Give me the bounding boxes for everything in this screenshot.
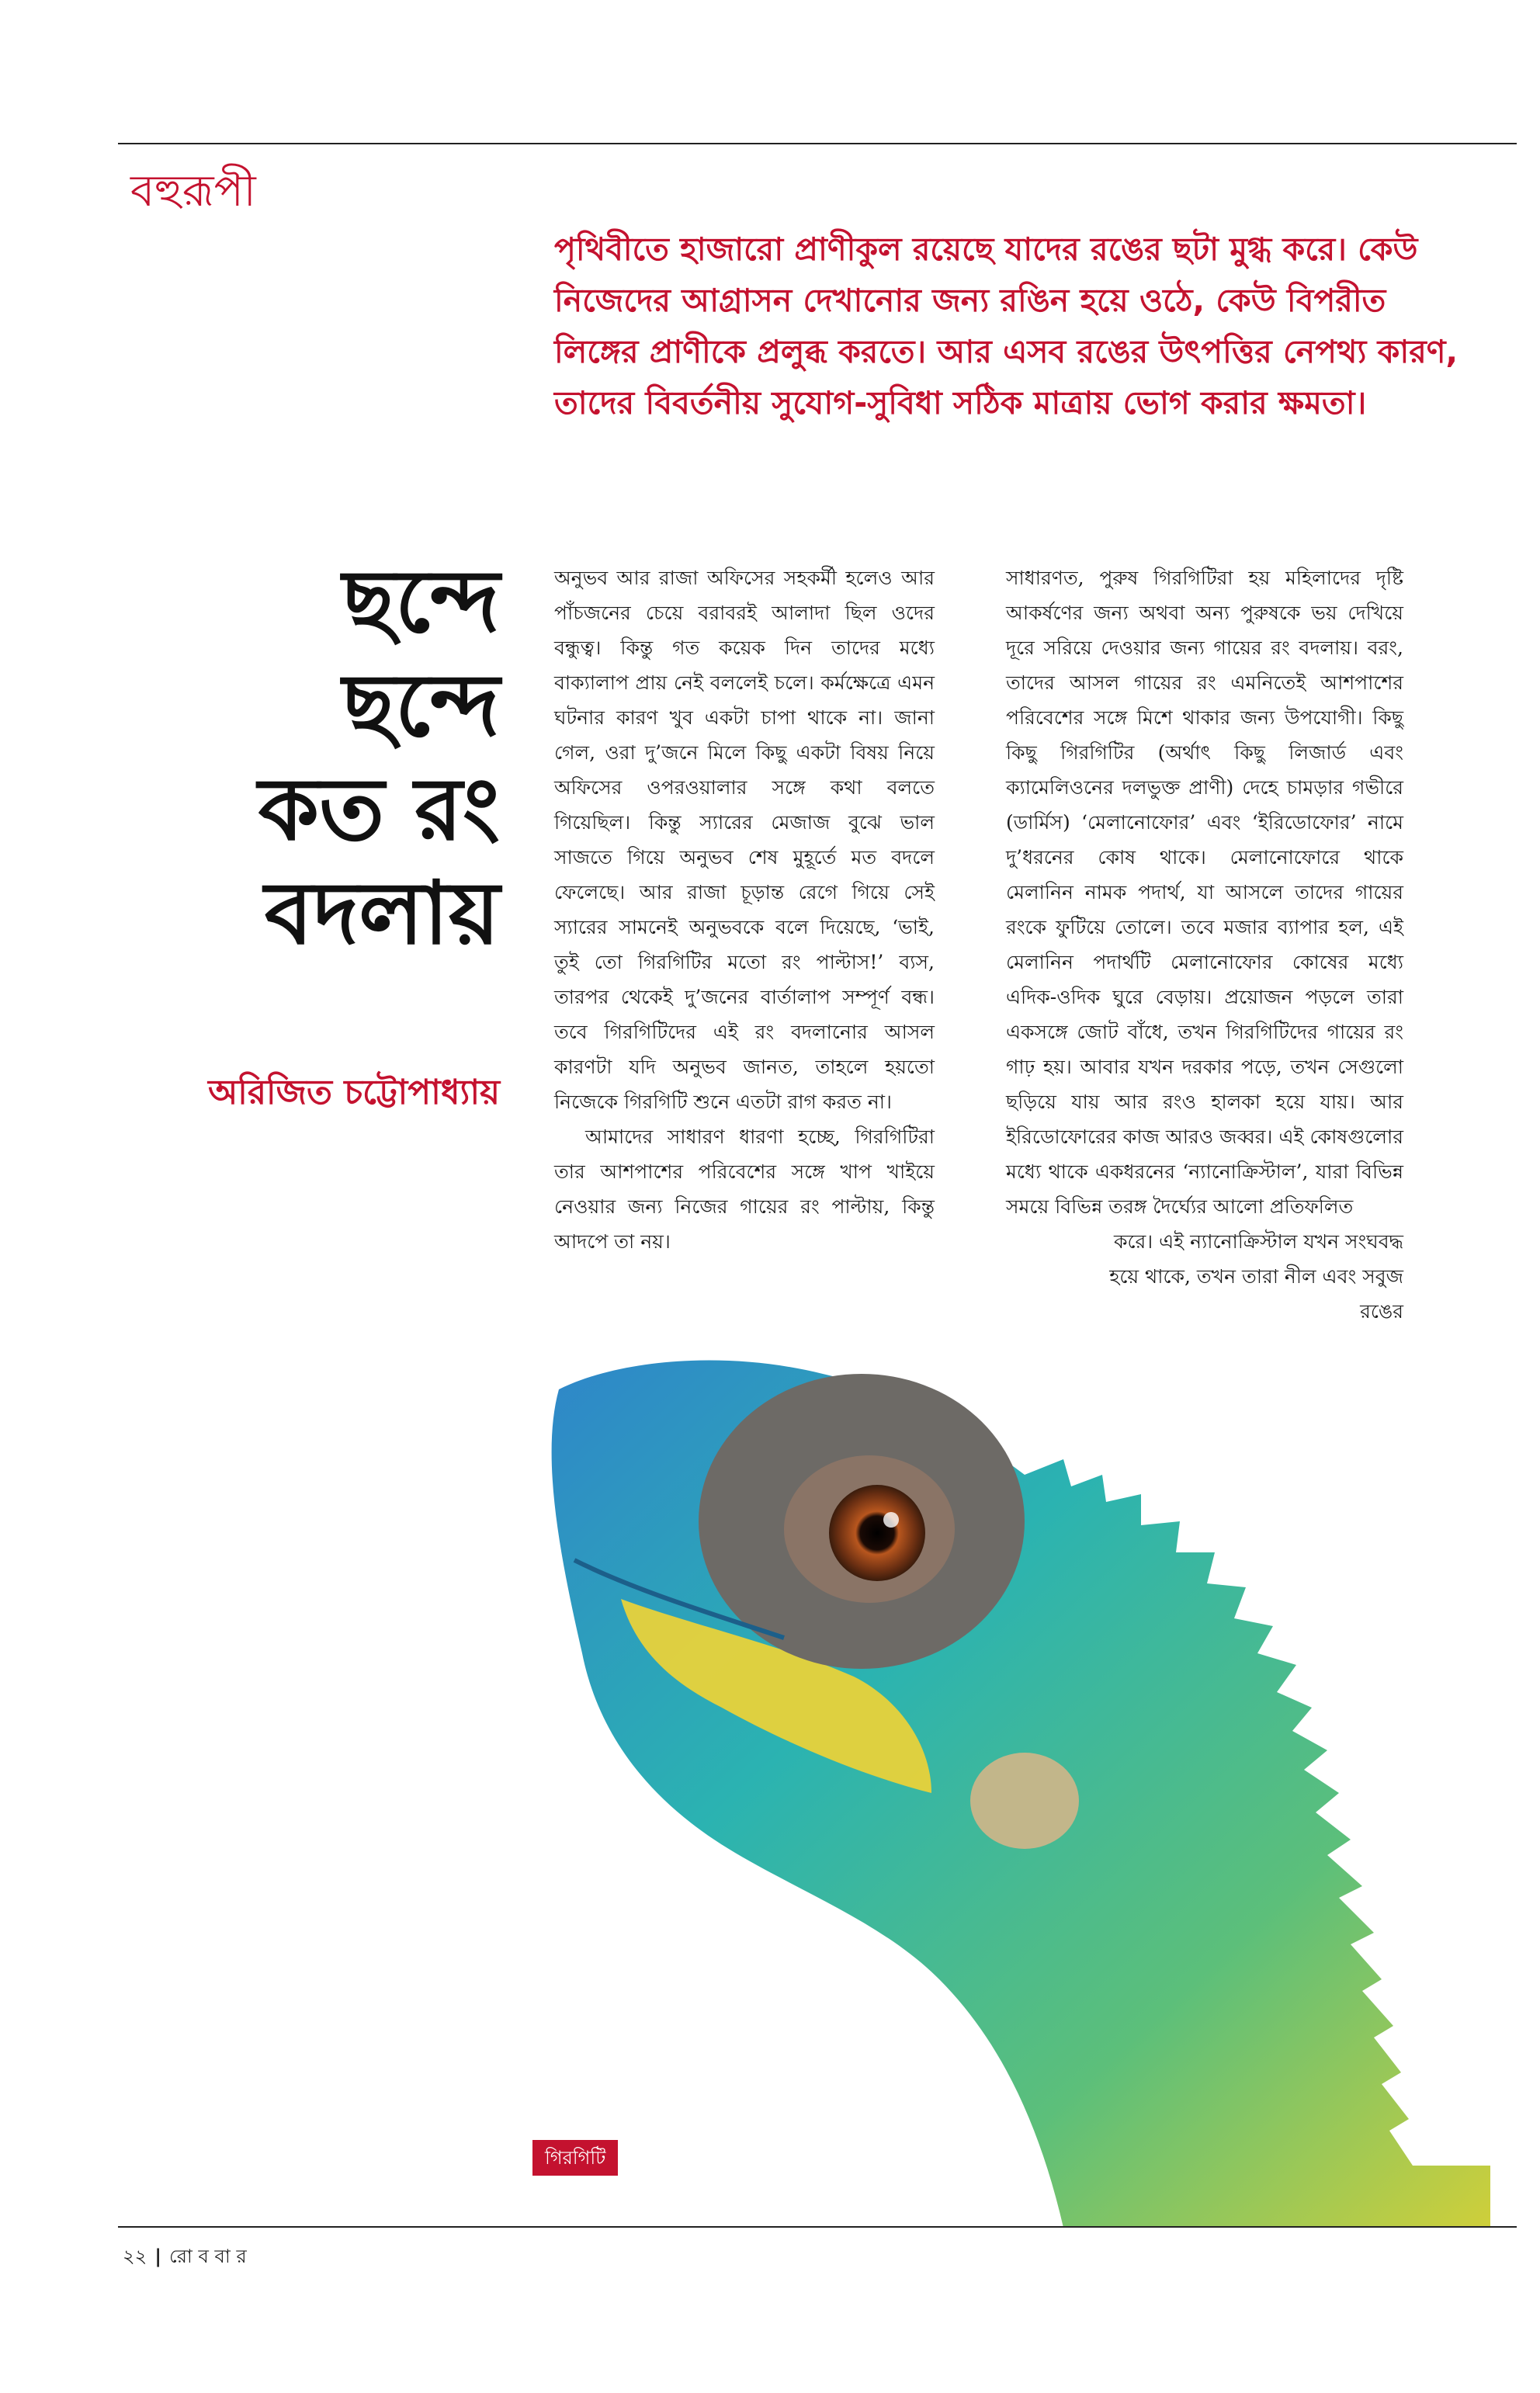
- body-paragraph-tail: করে। এই ন্যানোক্রিস্টাল যখন সংঘবদ্ধ হয়ে থাকে, তখন তারা নীল এবং সবুজ রঙের: [1109, 1230, 1403, 1323]
- body-paragraph: সাধারণত, পুরুষ গিরগিটিরা হয় মহিলাদের দৃষ্টি আকর্ষণের জন্য অথবা অন্য পুরুষকে ভয় দেখিয়ে দূরে সরিয়ে দেওয়ার জন্য গায়ের রং বদলায়। বরং, তাদের আসল গায়ের রং এমনিতেই আশপাশের পরিবেশের সঙ্গে মিশে থাকার জন্য উপযোগী। কিছু কিছু গিরগিটির (অর্থাৎ কিছু লিজার্ড এবং ক্যামেলিওনের দলভুক্ত প্রাণী) দেহে চামড়ার গভীরে (ডার্মিস) ‘মেলানোফোর’ এবং ‘ইরিডোফোর’ নামে দু’ধরনের কোষ থাকে। মেলানোফোরে থাকে মেলানিন নামক পদার্থ, যা আসলে তাদের গায়ের রংকে ফুটিয়ে তোলে। তবে মজার ব্যাপার হল, এই মেলানিন পদার্থটি মেলানোফোর কোষের মধ্যে এদিক-ওদিক ঘুরে বেড়ায়। প্রয়োজন পড়লে তারা একসঙ্গে জোট বাঁধে, তখন গিরগিটিদের গায়ের রং গাঢ় হয়। আবার যখন দরকার পড়ে, তখন সেগুলো ছড়িয়ে যায় আর রংও হালকা হয়ে যায়। আর ইরিডোফোরের কাজ আরও জব্বর। এই কোষগুলোর মধ্যে থাকে একধরনের ‘ন্যানোক্রিস্টাল’, যারা বিভিন্ন সময়ে বিভিন্ন তরঙ্গ দৈর্ঘ্যের আলো প্রতিফলিত: [1006, 567, 1403, 1218]
- headline: [96, 550, 500, 966]
- headline-line: ছন্দে: [342, 655, 500, 756]
- page-footer: [123, 2243, 247, 2270]
- lizard-eye: [829, 1485, 925, 1581]
- author-byline: অরিজিত চট্টোপাধ্যায়: [208, 1073, 500, 1112]
- body-column-1: [554, 560, 935, 1259]
- lizard-illustration-icon: [528, 1343, 1521, 2228]
- body-column-2: [1006, 560, 1403, 1329]
- magazine-name: রো ব বা র: [168, 2246, 247, 2267]
- headline-line: কত রং: [258, 759, 500, 860]
- headline-line: বদলায়: [264, 863, 500, 964]
- footer-separator: |: [154, 2246, 161, 2267]
- lizard-ear: [970, 1753, 1079, 1849]
- intro-blurb: পৃথিবীতে হাজারো প্রাণীকুল রয়েছে যাদের রঙের ছটা মুগ্ধ করে। কেউ নিজেদের আগ্রাসন দেখানোর জন্য রঙিন হয়ে ওঠে, কেউ বিপরীত লিঙ্গের প্রাণীকে প্রলুব্ধ করতে। আর এসব রঙের উৎপত্তির নেপথ্য কারণ, তাদের বিবর্তনীয় সুযোগ-সুবিধা সঠিক মাত্রায় ভোগ করার ক্ষমতা।: [554, 231, 1458, 421]
- top-rule: [118, 143, 1517, 144]
- body-paragraph: আমাদের সাধারণ ধারণা হচ্ছে, গিরগিটিরা তার আশপাশের পরিবেশের সঙ্গে খাপ খাইয়ে নেওয়ার জন্য নিজের গায়ের রং পাল্টায়, কিন্তু আদপে তা নয়।: [554, 1125, 935, 1253]
- bottom-rule: [118, 2226, 1517, 2228]
- page-number: ২২: [123, 2246, 147, 2267]
- headline-line: ছন্দে: [342, 551, 500, 652]
- image-caption: গিরগিটি: [532, 2140, 618, 2176]
- section-label: বহুরূপী: [130, 166, 256, 217]
- body-paragraph: অনুভব আর রাজা অফিসের সহকর্মী হলেও আর পাঁচজনের চেয়ে বরাবরই আলাদা ছিল ওদের বন্ধুত্ব। কিন্তু গত কয়েক দিন তাদের মধ্যে বাক্যালাপ প্রায় নেই বললেই চলে। কর্মক্ষেত্রে এমন ঘটনার কারণ খুব একটা চাপা থাকে না। জানা গেল, ওরা দু’জনে মিলে কিছু একটা বিষয় নিয়ে অফিসের ওপরওয়ালার সঙ্গে কথা বলতে গিয়েছিল। কিন্তু স্যারের মেজাজ বুঝে ভাল সাজতে গিয়ে অনুভব শেষ মুহূর্তে মত বদলে ফেলেছে। আর রাজা চূড়ান্ত রেগে গিয়ে সেই স্যারের সামনেই অনুভবকে বলে দিয়েছে, ‘ভাই, তুই তো গিরগিটির মতো রং পাল্টাস!’ ব্যস, তারপর থেকেই দু’জনের বার্তালাপ সম্পূর্ণ বন্ধ। তবে গিরগিটিদের এই রং বদলানোর আসল কারণটা যদি অনুভব জানত, তাহলে হয়তো নিজেকে গিরগিটি শুনে এতটা রাগ করত না।: [554, 567, 935, 1113]
- lizard-eye-highlight: [883, 1512, 899, 1528]
